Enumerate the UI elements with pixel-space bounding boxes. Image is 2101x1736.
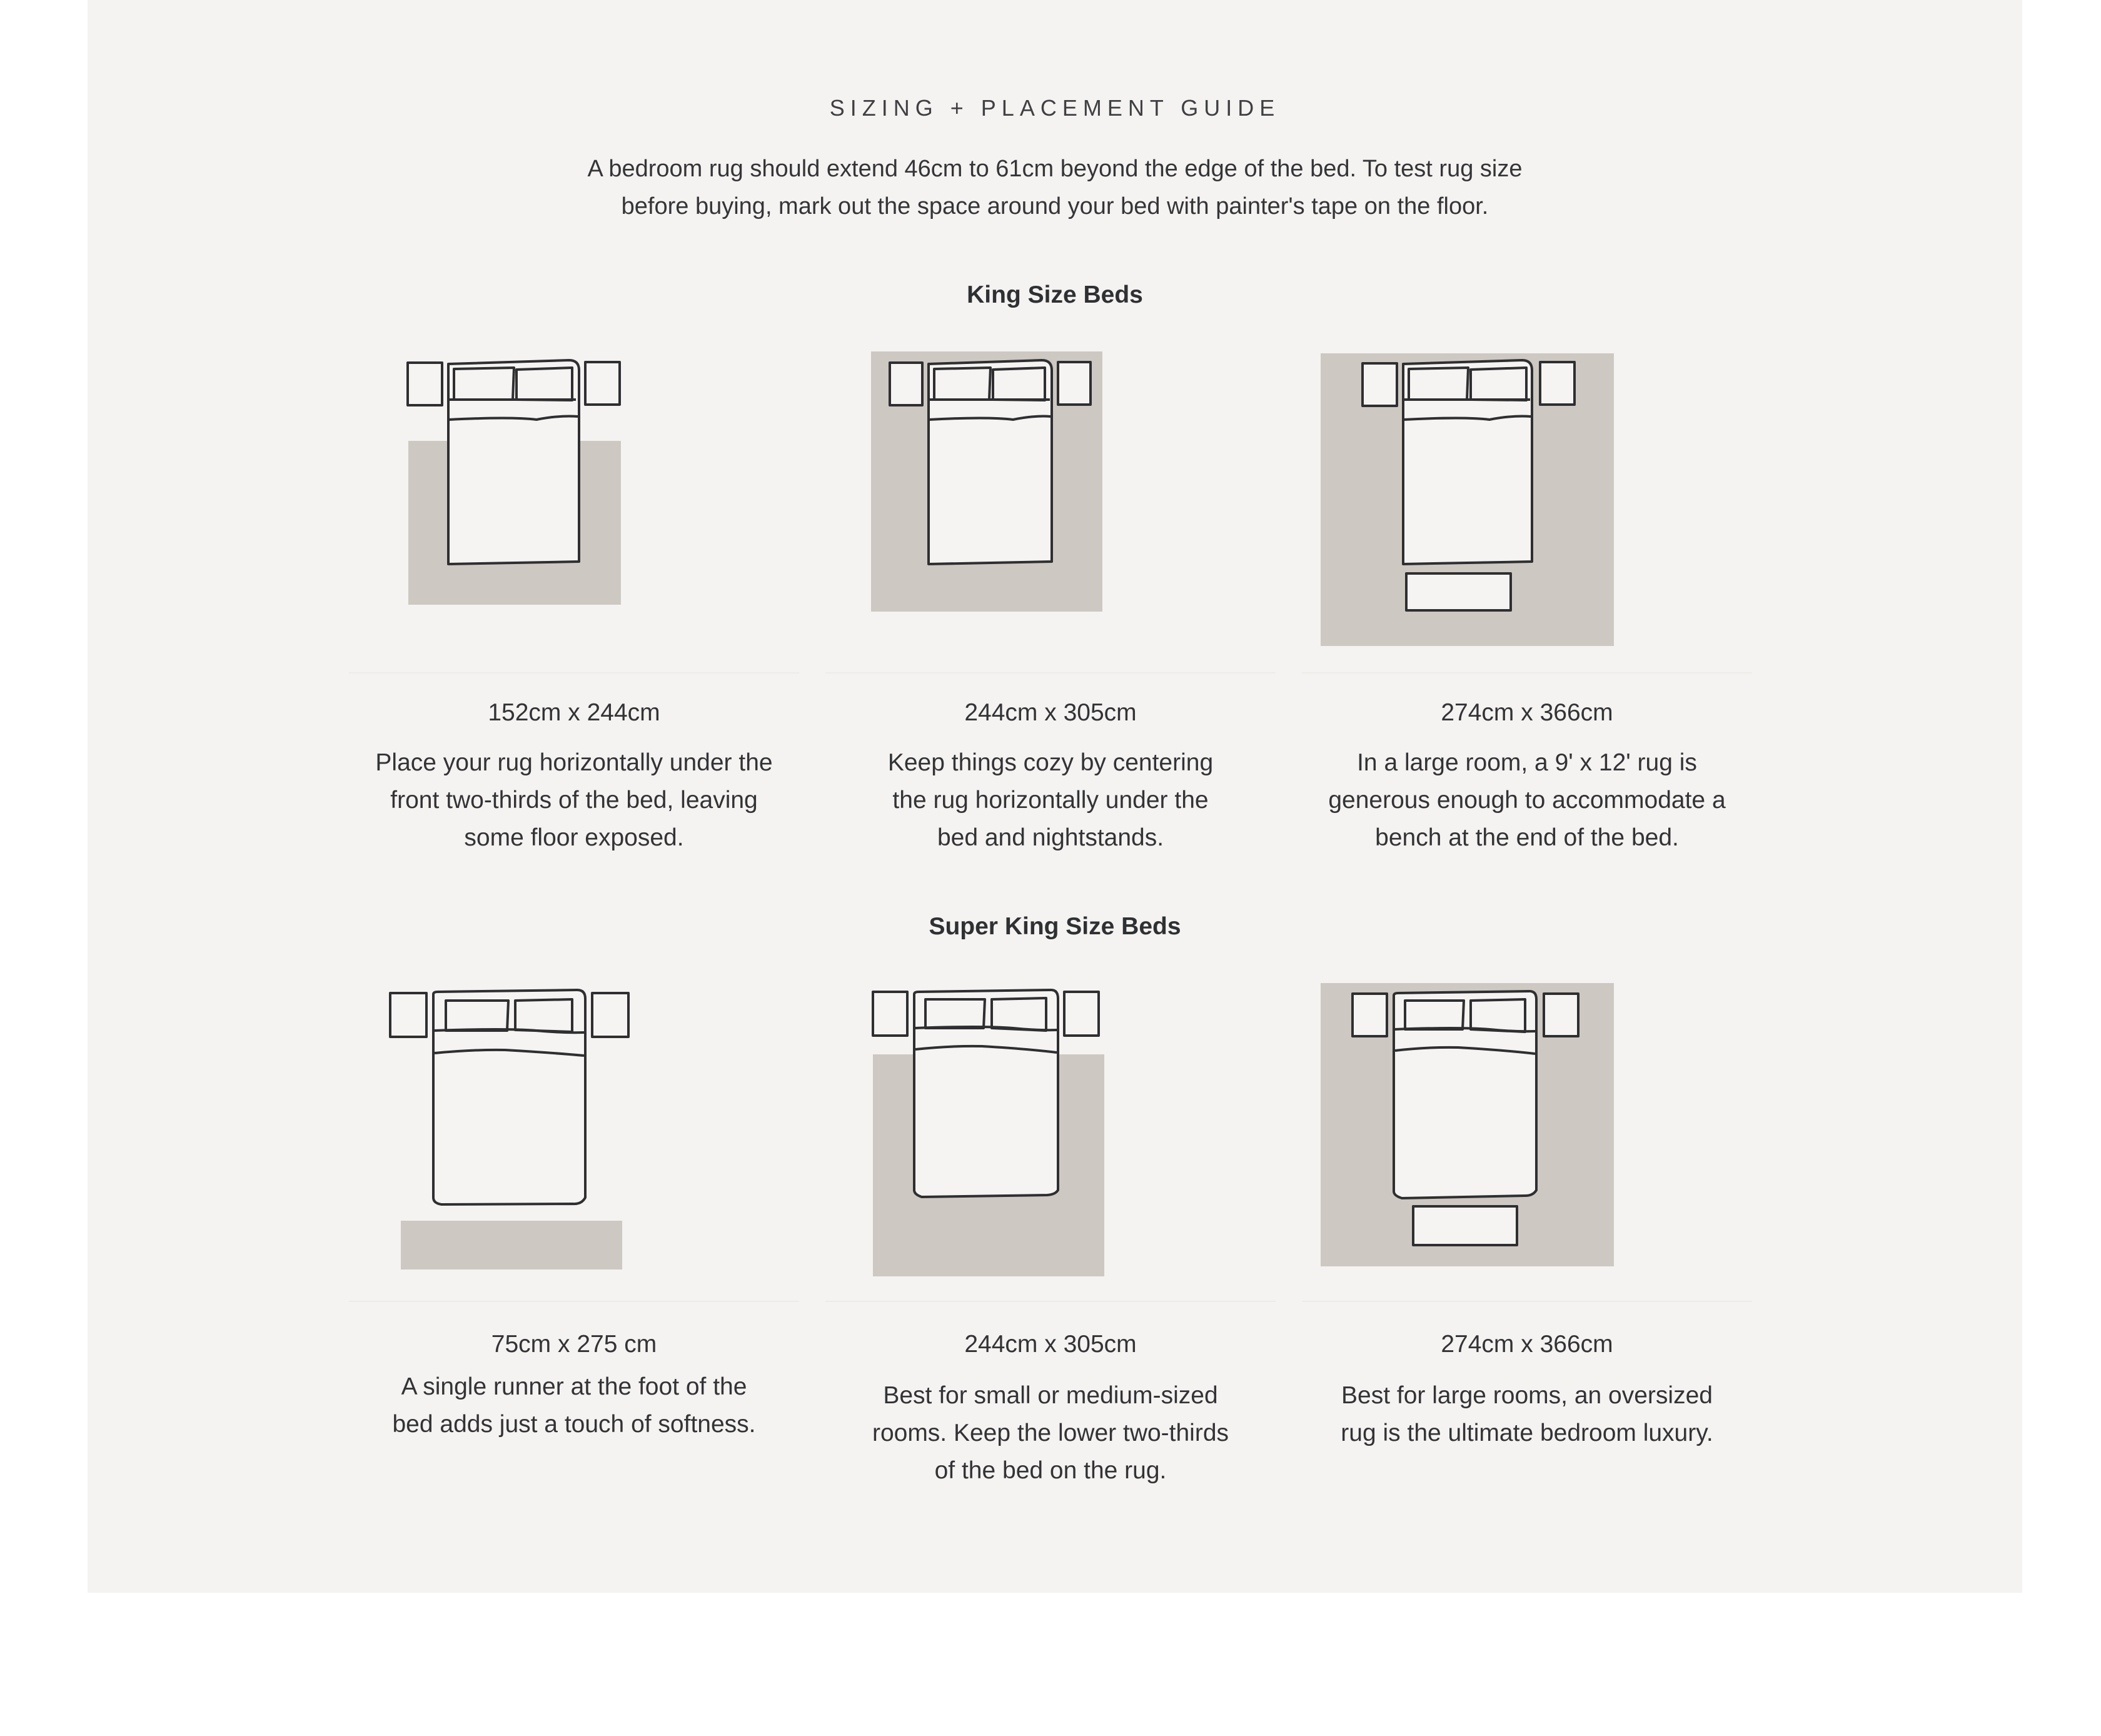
pillow-right-icon xyxy=(516,368,572,400)
pillow-left-icon xyxy=(454,368,514,400)
bed-rug-diagram xyxy=(349,338,799,675)
desc-line: rug is the ultimate bedroom luxury. xyxy=(1341,1420,1713,1446)
bench-icon xyxy=(1406,573,1511,610)
section-title-king: King Size Beds xyxy=(967,281,1143,308)
pillow-right-icon xyxy=(993,368,1045,400)
rug-description xyxy=(1302,1377,1752,1452)
rug-size-label: 75cm x 275 cm xyxy=(491,1331,657,1358)
pillow-right-icon xyxy=(1471,999,1525,1032)
pillow-left-icon xyxy=(446,1001,508,1031)
nightstand-left-icon xyxy=(1353,994,1387,1036)
desc-line: rooms. Keep the lower two-thirds xyxy=(872,1420,1229,1446)
desc-line: Place your rug horizontally under the xyxy=(375,749,773,776)
nightstand-right-icon xyxy=(1540,362,1574,405)
desc-line: some floor exposed. xyxy=(464,824,684,851)
bed-rug-diagram xyxy=(1302,976,1752,1313)
guide-intro xyxy=(88,150,2022,225)
divider xyxy=(825,1301,1276,1302)
nightstand-right-icon xyxy=(585,362,620,405)
pillow-right-icon xyxy=(992,998,1046,1031)
runner-shape xyxy=(401,1221,622,1269)
bench-icon xyxy=(1413,1206,1517,1245)
section-title-super-king: Super King Size Beds xyxy=(929,913,1181,940)
rug-description xyxy=(825,744,1276,857)
divider xyxy=(349,672,799,674)
nightstand-left-icon xyxy=(890,363,922,405)
intro-line: A bedroom rug should extend 46cm to 61cm beyond the edge of the bed. To test rug size xyxy=(587,156,1523,182)
nightstand-right-icon xyxy=(1058,362,1091,405)
desc-line: of the bed on the rug. xyxy=(934,1457,1167,1484)
desc-line: bench at the end of the bed. xyxy=(1375,824,1679,851)
rug-description xyxy=(825,1377,1276,1490)
nightstand-left-icon xyxy=(408,363,442,405)
nightstand-right-icon xyxy=(592,993,628,1037)
rug-size-label: 244cm x 305cm xyxy=(964,699,1137,726)
bed-rug-diagram xyxy=(825,976,1276,1313)
rug-size-label: 152cm x 244cm xyxy=(488,699,660,726)
pillow-right-icon xyxy=(515,999,572,1032)
pillow-left-icon xyxy=(925,999,985,1028)
rug-size-label: 274cm x 366cm xyxy=(1441,1331,1613,1358)
desc-line: bed and nightstands. xyxy=(937,824,1164,851)
nightstand-left-icon xyxy=(873,992,907,1036)
rug-description xyxy=(349,1368,799,1443)
desc-line: Best for large rooms, an oversized xyxy=(1341,1382,1713,1409)
desc-line: In a large room, a 9' x 12' rug is xyxy=(1357,749,1697,776)
rug-size-label: 244cm x 305cm xyxy=(964,1331,1137,1358)
nightstand-left-icon xyxy=(390,993,426,1037)
pillow-left-icon xyxy=(934,368,990,400)
rug-size-label: 274cm x 366cm xyxy=(1441,699,1613,726)
bed-rug-diagram xyxy=(349,976,799,1313)
pillow-left-icon xyxy=(1409,368,1468,400)
rug-description xyxy=(349,744,799,857)
rug-description xyxy=(1302,744,1752,857)
divider xyxy=(1302,672,1752,674)
desc-line: generous enough to accommodate a xyxy=(1328,787,1726,814)
desc-line: the rug horizontally under the xyxy=(892,787,1209,814)
desc-line: Best for small or medium-sized xyxy=(883,1382,1218,1409)
bed-rug-diagram xyxy=(825,338,1276,675)
divider xyxy=(1302,1301,1752,1302)
nightstand-left-icon xyxy=(1363,363,1397,406)
desc-line: front two-thirds of the bed, leaving xyxy=(390,787,758,814)
guide-eyebrow-title: SIZING + PLACEMENT GUIDE xyxy=(829,95,1281,121)
bed-rug-diagram xyxy=(1302,338,1752,675)
nightstand-right-icon xyxy=(1544,994,1578,1036)
sizing-guide-panel xyxy=(88,0,2022,1593)
desc-line: A single runner at the foot of the xyxy=(401,1373,747,1400)
desc-line: bed adds just a touch of softness. xyxy=(392,1411,756,1438)
divider xyxy=(349,1301,799,1302)
pillow-left-icon xyxy=(1405,1001,1464,1029)
divider xyxy=(825,672,1276,674)
desc-line: Keep things cozy by centering xyxy=(887,749,1214,776)
nightstand-right-icon xyxy=(1064,992,1099,1036)
intro-line: before buying, mark out the space around your bed with painter's tape on the floor. xyxy=(621,193,1489,220)
pillow-right-icon xyxy=(1471,368,1526,400)
